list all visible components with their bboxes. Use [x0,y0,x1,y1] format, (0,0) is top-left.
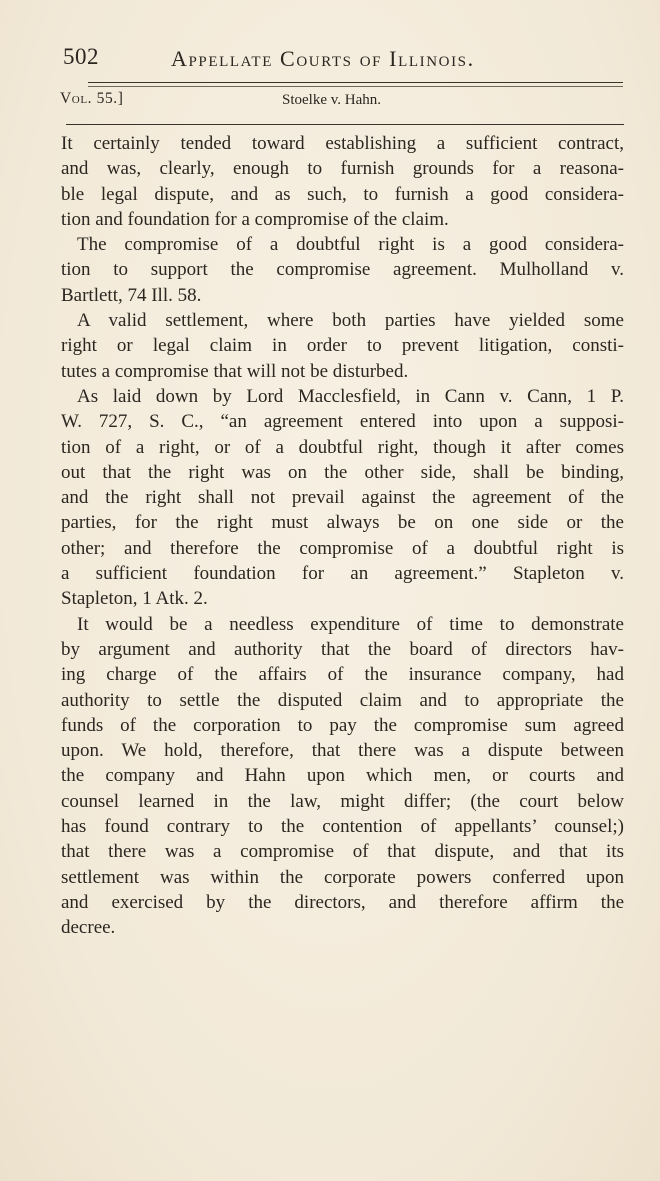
text-line: counsel learned in the law, might differ; (the court below [61,790,624,812]
text-line: authority to settle the disputed claim and to appropriate the [61,689,624,711]
text-line: ble legal dispute, and as such, to furnish a good considera- [61,183,624,205]
text-line: tion of a right, or of a doubtful right, though it after comes [61,436,624,458]
text-line: a sufficient foundation for an agreement.” Stapleton v. [61,563,624,585]
text-line: Bartlett, 74 Ill. 58. [61,284,202,306]
text-line: tutes a compromise that will not be disturbed. [61,360,409,382]
text-line: settlement was within the corporate powers conferred upon [61,866,624,888]
page-header [63,44,628,74]
page-number: 502 [63,44,99,69]
text-line: Stapleton, 1 Atk. 2. [61,588,208,610]
header-rule [88,82,623,83]
text-line: ing charge of the affairs of the insurance company, had [61,664,624,686]
text-line: out that the right was on the other side, shall be binding, [61,461,624,483]
text-line: funds of the corporation to pay the compromise sum agreed [61,714,624,736]
text-line: and was, clearly, enough to furnish grounds for a reasona- [61,158,624,180]
text-line: by argument and authority that the board of directors hav- [61,638,624,660]
text-line: right or legal claim in order to prevent litigation, consti- [61,335,624,357]
text-line: other; and therefore the compromise of a doubtful right is [61,537,624,559]
opinion-text [61,131,624,941]
subheader-rule [66,124,624,125]
text-line: that there was a compromise of that dispute, and that its [61,841,624,863]
text-line: tion and foundation for a compromise of the claim. [61,208,449,230]
text-line: and exercised by the directors, and therefore affirm the [61,891,624,913]
text-line: As laid down by Lord Macclesfield, in Cann v. Cann, 1 P. [77,385,624,407]
text-line: The compromise of a doubtful right is a good considera- [77,234,624,256]
volume-label: Vol. 55.] [60,90,124,107]
text-line: W. 727, S. C., “an agreement entered into upon a supposi- [61,411,624,433]
text-line: the company and Hahn upon which men, or courts and [61,765,624,787]
text-line: parties, for the right must always be on one side or the [61,512,624,534]
case-subheader [60,90,625,112]
text-line: It certainly tended toward establishing a sufficient contract, [61,133,624,154]
header-rule-secondary [88,86,623,87]
text-line: upon. We hold, therefore, that there was a dispute between [61,740,624,762]
text-line: It would be a needless expenditure of time to demonstrate [77,613,624,635]
case-name: Stoelke v. Hahn. [282,92,382,108]
text-line: tion to support the compromise agreement. Mulholland v. [61,259,624,281]
text-line: decree. [61,917,116,939]
text-line: has found contrary to the contention of appellants’ counsel;) [61,816,624,838]
text-line: and the right shall not prevail against the agreement of the [61,487,624,509]
running-title: Appellate Courts of Illinois. [171,46,475,71]
text-line: A valid settlement, where both parties have yielded some [77,310,624,332]
